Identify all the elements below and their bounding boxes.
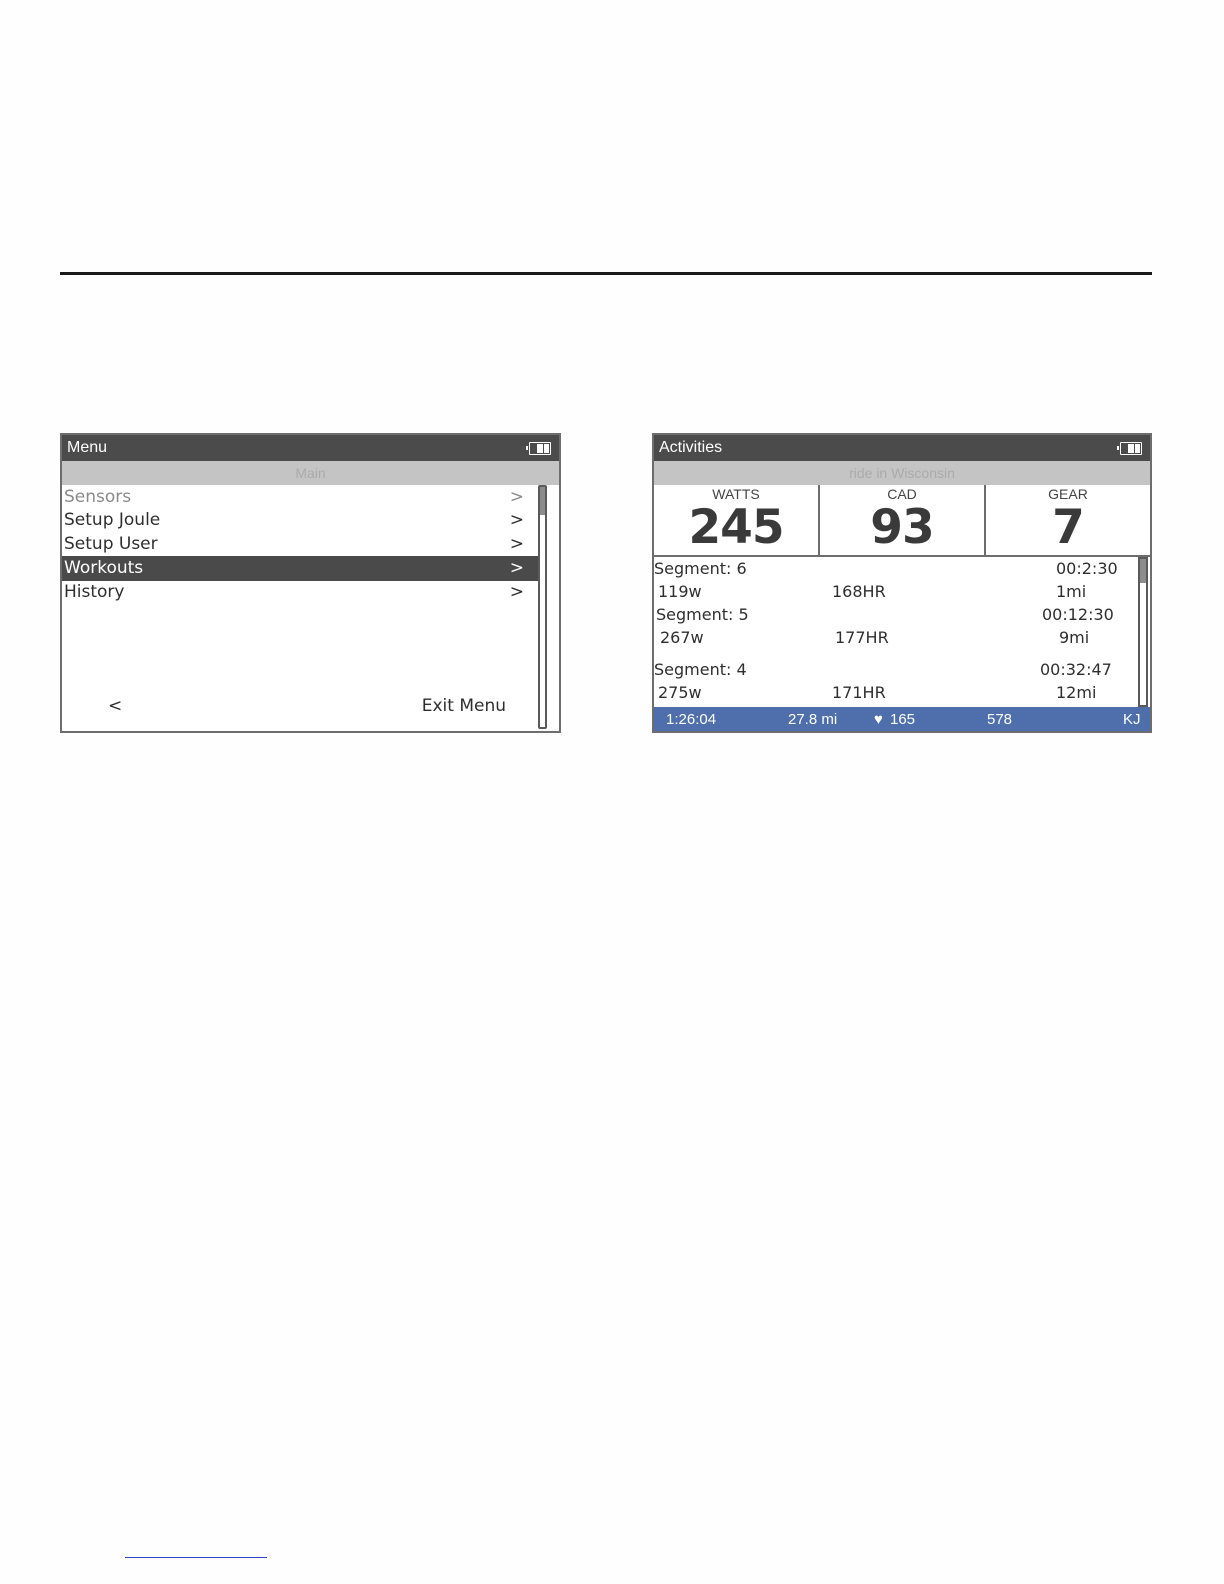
activities-title: Activities bbox=[659, 439, 723, 456]
exit-menu-button[interactable]: Exit Menu bbox=[421, 696, 506, 716]
segment-distance: 1mi bbox=[1056, 582, 1087, 601]
footer-link-underline bbox=[125, 1557, 267, 1558]
metric-value: 7 bbox=[1052, 500, 1084, 555]
scrollbar-thumb[interactable] bbox=[540, 487, 545, 515]
segment-label: Segment: 6 bbox=[654, 559, 747, 578]
segment-stats-row bbox=[654, 582, 1138, 604]
metric-label: GEAR bbox=[1048, 486, 1088, 502]
metric-cadence bbox=[820, 485, 986, 555]
menu-item-label: Setup User bbox=[64, 533, 158, 554]
menu-title-bar bbox=[62, 435, 559, 461]
segment-watts: 267w bbox=[660, 628, 704, 647]
metrics-panel bbox=[654, 485, 1150, 557]
metric-gear bbox=[986, 485, 1150, 555]
battery-icon bbox=[1120, 442, 1142, 455]
metric-value: 245 bbox=[688, 500, 784, 555]
menu-item-label: Setup Joule bbox=[64, 510, 161, 531]
metric-value: 93 bbox=[870, 500, 934, 555]
chevron-right-icon: > bbox=[509, 533, 524, 554]
segment-distance: 9mi bbox=[1059, 628, 1090, 647]
back-button[interactable]: < bbox=[108, 696, 123, 716]
energy-unit: KJ bbox=[1123, 711, 1141, 728]
menu-item-label: Sensors bbox=[64, 486, 132, 507]
metric-label: CAD bbox=[887, 486, 917, 502]
segment-time: 00:2:30 bbox=[1056, 559, 1118, 578]
chevron-right-icon: > bbox=[509, 582, 524, 603]
chevron-right-icon: > bbox=[509, 510, 524, 531]
total-distance: 27.8 mi bbox=[788, 711, 838, 728]
segment-label: Segment: 5 bbox=[656, 605, 749, 624]
metric-label: WATTS bbox=[712, 486, 760, 502]
heart-rate: 165 bbox=[890, 711, 916, 728]
menu-item-setup-user[interactable] bbox=[62, 532, 544, 556]
energy-value: 578 bbox=[987, 711, 1013, 728]
menu-item-label: History bbox=[64, 582, 125, 603]
metric-watts bbox=[654, 485, 820, 555]
menu-title: Menu bbox=[67, 439, 108, 456]
menu-softkeys bbox=[62, 696, 544, 716]
segment-distance: 12mi bbox=[1056, 683, 1097, 702]
segment-stats-row bbox=[654, 628, 1138, 650]
menu-screen bbox=[60, 433, 561, 733]
segment-list bbox=[654, 557, 1138, 707]
segment-header-row[interactable] bbox=[654, 660, 1138, 682]
status-bar bbox=[654, 707, 1150, 731]
segment-watts: 119w bbox=[658, 582, 702, 601]
battery-icon bbox=[529, 442, 551, 455]
activities-subtitle: ride in Wisconsin bbox=[654, 461, 1150, 485]
menu-item-sensors[interactable] bbox=[62, 485, 544, 509]
menu-item-history[interactable] bbox=[62, 581, 544, 605]
segment-header-row[interactable] bbox=[654, 605, 1138, 627]
segment-time: 00:32:47 bbox=[1040, 660, 1112, 679]
segment-heart-rate: 168HR bbox=[832, 582, 886, 601]
segment-watts: 275w bbox=[658, 683, 702, 702]
segment-heart-rate: 171HR bbox=[832, 683, 886, 702]
heart-icon: ♥ bbox=[874, 711, 883, 728]
segment-stats-row bbox=[654, 683, 1138, 705]
menu-list bbox=[62, 485, 544, 731]
segment-time: 00:12:30 bbox=[1042, 605, 1114, 624]
menu-item-workouts[interactable] bbox=[62, 556, 544, 581]
activities-title-bar bbox=[654, 435, 1150, 461]
chevron-right-icon: > bbox=[509, 558, 524, 578]
segment-label: Segment: 4 bbox=[654, 660, 747, 679]
chevron-right-icon: > bbox=[509, 486, 524, 507]
menu-subtitle: Main bbox=[62, 461, 559, 485]
segment-scrollbar[interactable] bbox=[1138, 557, 1148, 707]
segment-header-row[interactable] bbox=[654, 559, 1138, 581]
menu-item-setup-joule[interactable] bbox=[62, 509, 544, 533]
segment-heart-rate: 177HR bbox=[835, 628, 889, 647]
section-divider bbox=[60, 272, 1152, 275]
menu-item-label: Workouts bbox=[64, 558, 144, 578]
elapsed-time: 1:26:04 bbox=[666, 711, 717, 728]
menu-scrollbar[interactable] bbox=[538, 485, 547, 729]
activities-screen bbox=[652, 433, 1152, 733]
scrollbar-thumb[interactable] bbox=[1140, 559, 1146, 583]
